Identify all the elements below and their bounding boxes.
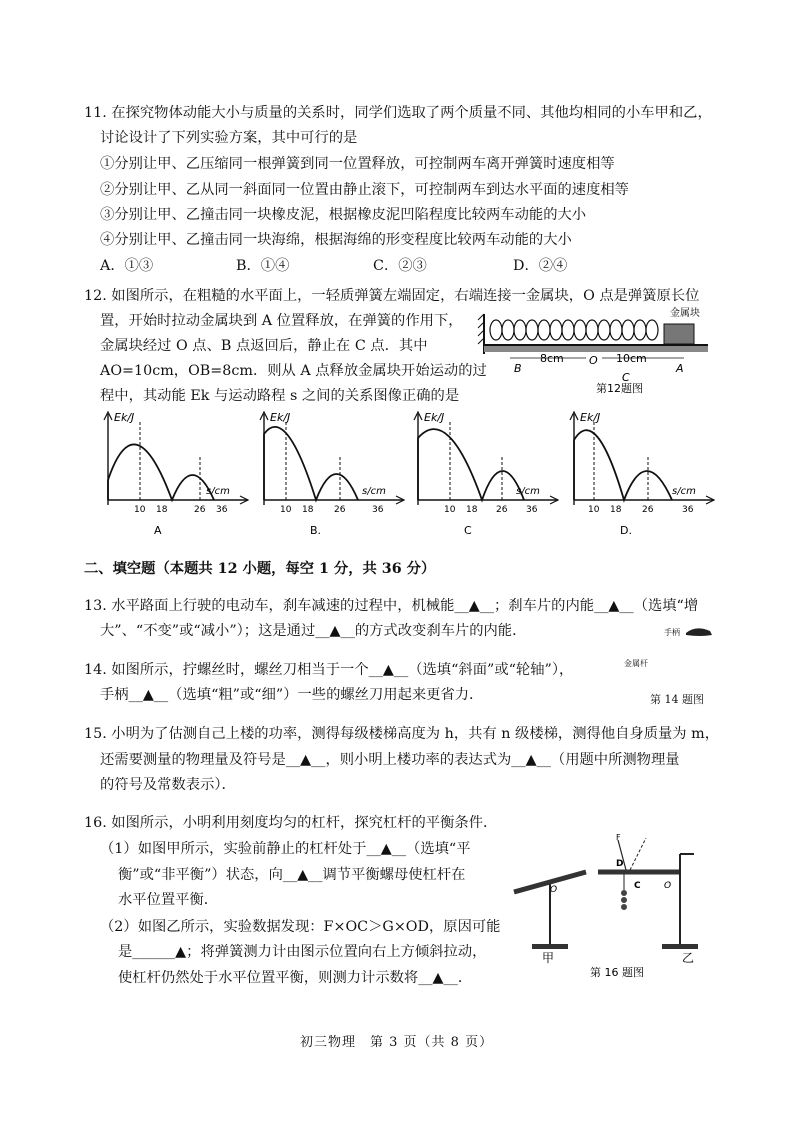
q16-line5: （2）如图乙所示，实验数据发现：F×OC＞G×OD，原因可能 [100, 919, 501, 935]
figure-caption: 第 16 题图 [590, 966, 644, 978]
ek-graph-C[interactable] [410, 410, 564, 538]
q16-line7: 使杠杆仍然处于水平位置平衡，则测力计示数将__▲__． [118, 970, 473, 986]
q11-choice-a: A．①③ [100, 258, 154, 274]
tick-label: 18 [156, 505, 168, 515]
q15-line3: 的符号及常数表示）． [100, 777, 236, 793]
metal-block [664, 324, 694, 344]
q15-line1: 15. 小明为了估测自己上楼的功率，测得每级楼梯高度为 h，共有 n 级楼梯，测得他自身质量为 m， [84, 726, 720, 742]
label-c: C [634, 881, 641, 891]
graph-option-label: C [464, 524, 472, 537]
tick-label: 18 [466, 505, 478, 515]
y-label: Ek/J [114, 411, 135, 424]
force-line [630, 838, 646, 870]
tick-label: 10 [280, 505, 292, 515]
tick-label: 36 [682, 505, 694, 515]
lever-jia [514, 872, 586, 965]
q11-option-3: ③分别让甲、乙撞击同一块橡皮泥，根据橡皮泥凹陷程度比较两车动能的大小 [100, 207, 587, 223]
q11-option-1: ①分别让甲、乙压缩同一根弹簧到同一位置释放，可控制两车离开弹簧时速度相等 [100, 156, 615, 172]
q12-stem-line1: 12. 如图所示，在粗糙的水平面上，一轻质弹簧左端固定，右端连接一金属块，O 点是弹簧原长位 [84, 288, 700, 304]
tick-label: 18 [302, 505, 314, 515]
stand-base-yi [662, 944, 698, 949]
q11-option-2: ②分别让甲、乙从同一斜面同一位置由静止滚下，可控制两车到达水平面的速度相等 [100, 182, 629, 198]
ek-curve [574, 430, 672, 500]
label-jia: 甲 [542, 951, 555, 965]
y-label: Ek/J [424, 411, 445, 424]
tick-label: 18 [610, 505, 622, 515]
tick-label: 26 [496, 505, 508, 515]
graph-option-label: A [154, 524, 162, 537]
x-label: s/cm [206, 486, 230, 497]
q15-line2: 还需要测量的物理量及符号是__▲__，则小明上楼功率的表达式为__▲__（用题中所测物理量 [100, 752, 680, 768]
q13-line1: 13. 水平路面上行驶的电动车，刹车减速的过程中，机械能__▲__；刹车片的内能__▲__（选填“增 [84, 598, 699, 614]
screwdriver-handle [686, 628, 712, 636]
tick-label: 26 [194, 505, 206, 515]
ek-graph-A[interactable] [100, 410, 254, 538]
dist-bo-label: 8cm [540, 352, 564, 365]
tick-label: 36 [216, 505, 228, 515]
label-f: F [616, 833, 621, 842]
spring [490, 320, 658, 340]
point-b: B [514, 362, 522, 375]
q14-line2: 手柄__▲__（选填“粗”或“细”）一些的螺丝刀用起来更省力． [100, 687, 484, 703]
q11-option-4: ④分别让甲、乙撞击同一块海绵，根据海绵的形变程度比较两车动能的大小 [100, 232, 572, 248]
ek-curve [264, 427, 358, 500]
q16-line2: （1）如图甲所示，实验前静止的杠杆处于__▲__（选填“平 [100, 841, 471, 857]
weight-2 [621, 897, 627, 903]
q13-figure-label: 手柄 [664, 628, 680, 637]
ek-graph-D[interactable] [566, 410, 720, 538]
tick-label: 26 [334, 505, 346, 515]
label-o-jia: O [550, 885, 558, 895]
x-label: s/cm [672, 486, 696, 497]
q11-choice-d: D．②④ [513, 258, 568, 274]
metal-block-label: 金属块 [670, 308, 700, 319]
q11-stem-line1: 11. 在探究物体动能大小与质量的关系时，同学们选取了两个质量不同、其他均相同的小车甲和乙， [84, 105, 712, 121]
point-a: A [676, 362, 684, 375]
screwdriver-figure [682, 623, 716, 641]
q11-stem-line2: 讨论设计了下列实验方案，其中可行的是 [100, 130, 358, 146]
q12-stem-line4: AO=10cm，OB=8cm．则从 A 点释放金属块开始运动的过 [100, 363, 487, 379]
tick-label: 36 [526, 505, 538, 515]
q14-figure-label: 金属杆 [624, 659, 648, 668]
stand-base-jia [532, 944, 568, 949]
q16-line6: 是______▲；将弹簧测力计由图示位置向右上方倾斜拉动， [118, 944, 487, 960]
page-footer: 初三物理 第 3 页（共 8 页） [300, 1035, 494, 1050]
label-d: D [616, 859, 624, 869]
graph-option-label: B. [310, 524, 322, 537]
label-o-yi: O [664, 881, 672, 891]
dist-oa-label: 10cm [616, 352, 647, 365]
ek-curve [108, 444, 214, 500]
label-yi: 乙 [682, 951, 695, 965]
q11-choice-c: C．②③ [373, 258, 427, 274]
x-label: s/cm [362, 486, 386, 497]
q14-caption: 第 14 题图 [650, 693, 704, 706]
q12-spring-figure [476, 304, 716, 404]
q14-line1: 14. 如图所示，拧螺丝时，螺丝刀相当于一个__▲__（选填“斜面”或“轮轴”）， [84, 662, 574, 678]
ek-graph-B[interactable] [256, 410, 410, 538]
q12-stem-line5: 程中，其动能 Ek 与运动路程 s 之间的关系图像正确的是 [100, 388, 460, 404]
q13-line2: 大”、“不变”或“减小”）；这是通过__▲__的方式改变刹车片的内能． [100, 623, 527, 639]
section-heading: 二、填空题（本题共 12 小题，每空 1 分，共 36 分） [84, 561, 436, 577]
graph-option-label: D. [620, 524, 632, 537]
y-label: Ek/J [270, 411, 291, 424]
q16-line3: 衡”或“非平衡”）状态，向__▲__调节平衡螺母使杠杆在 [118, 867, 466, 883]
q16-line1: 16. 如图所示，小明利用刻度均匀的杠杆，探究杠杆的平衡条件． [84, 815, 498, 831]
tick-label: 26 [642, 505, 654, 515]
lever-yi [598, 833, 698, 965]
weight-1 [621, 890, 627, 896]
x-label: s/cm [516, 486, 540, 497]
y-label: Ek/J [580, 411, 601, 424]
point-o: O [589, 354, 598, 367]
tick-label: 10 [588, 505, 600, 515]
q11-choice-b: B．①④ [236, 258, 290, 274]
ek-curve [418, 429, 524, 500]
point-c: C [622, 371, 630, 384]
weight-3 [621, 904, 627, 910]
ground-hatch [484, 346, 708, 352]
q16-line4: 水平位置平衡． [118, 892, 219, 908]
tick-label: 10 [444, 505, 456, 515]
q16-lever-figure [506, 830, 720, 978]
figure-caption: 第12题图 [596, 382, 643, 395]
tick-label: 36 [372, 505, 384, 515]
q12-stem-line2: 置，开始时拉动金属块到 A 位置释放，在弹簧的作用下， [100, 313, 463, 329]
tick-label: 10 [134, 505, 146, 515]
q12-stem-line3: 金属块经过 O 点、B 点返回后，静止在 C 点．其中 [100, 338, 428, 354]
